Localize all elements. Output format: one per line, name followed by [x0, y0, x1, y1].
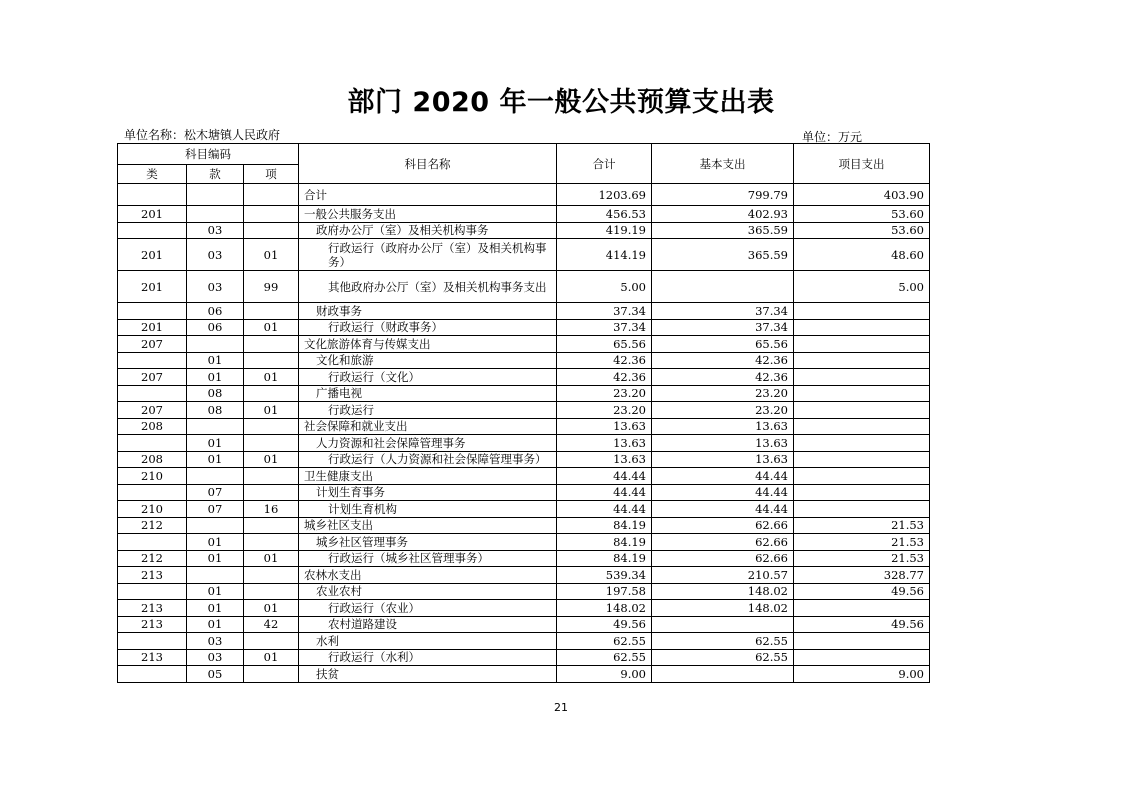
cell-kuan: 03 [187, 222, 244, 239]
cell-project [794, 649, 930, 666]
cell-xiang [244, 468, 299, 485]
cell-total: 62.55 [557, 649, 652, 666]
cell-kuan: 03 [187, 271, 244, 303]
cell-xiang [244, 184, 299, 206]
cell-total: 44.44 [557, 484, 652, 501]
cell-total: 13.63 [557, 418, 652, 435]
cell-xiang [244, 484, 299, 501]
table-row [118, 303, 930, 320]
cell-xiang: 01 [244, 402, 299, 419]
table-row [118, 239, 930, 271]
cell-xiang [244, 418, 299, 435]
cell-project: 9.00 [794, 666, 930, 683]
cell-project [794, 402, 930, 419]
table-row [118, 616, 930, 633]
cell-lei: 210 [118, 468, 187, 485]
cell-subject-name [299, 468, 557, 485]
cell-total: 44.44 [557, 501, 652, 518]
cell-basic: 62.55 [652, 649, 794, 666]
cell-total: 13.63 [557, 451, 652, 468]
cell-project [794, 385, 930, 402]
cell-lei: 213 [118, 600, 187, 617]
cell-basic: 65.56 [652, 336, 794, 353]
cell-kuan: 08 [187, 402, 244, 419]
cell-total: 42.36 [557, 352, 652, 369]
cell-project [794, 435, 930, 452]
cell-kuan: 01 [187, 600, 244, 617]
subject-name-text: 卫生健康支出 [304, 468, 373, 483]
cell-subject-name [299, 550, 557, 567]
cell-subject-name [299, 184, 557, 206]
table-row-total [118, 184, 930, 206]
cell-lei [118, 583, 187, 600]
cell-basic: 23.20 [652, 385, 794, 402]
cell-lei: 212 [118, 550, 187, 567]
unit-name-label: 单位名称：松木塘镇人民政府 [124, 128, 281, 142]
cell-project [794, 468, 930, 485]
cell-lei: 201 [118, 319, 187, 336]
cell-kuan [187, 418, 244, 435]
cell-kuan: 01 [187, 550, 244, 567]
cell-xiang [244, 517, 299, 534]
cell-lei: 207 [118, 369, 187, 386]
table-row [118, 517, 930, 534]
cell-xiang: 01 [244, 319, 299, 336]
cell-subject-name [299, 600, 557, 617]
cell-total: 9.00 [557, 666, 652, 683]
subject-name-text: 行政运行（城乡社区管理事务） [328, 551, 489, 566]
cell-kuan: 06 [187, 303, 244, 320]
cell-subject-name [299, 352, 557, 369]
budget-expenditure-table [117, 143, 930, 683]
cell-lei [118, 435, 187, 452]
cell-xiang [244, 385, 299, 402]
cell-lei [118, 352, 187, 369]
cell-total: 539.34 [557, 567, 652, 584]
cell-xiang [244, 567, 299, 584]
cell-total: 84.19 [557, 550, 652, 567]
header-subject-name: 科目名称 [299, 144, 557, 184]
cell-subject-name [299, 385, 557, 402]
cell-total: 419.19 [557, 222, 652, 239]
table-row [118, 600, 930, 617]
cell-total: 1203.69 [557, 184, 652, 206]
cell-xiang: 01 [244, 451, 299, 468]
cell-kuan: 01 [187, 534, 244, 551]
cell-basic: 44.44 [652, 501, 794, 518]
cell-subject-name [299, 583, 557, 600]
cell-xiang [244, 633, 299, 650]
table-row [118, 583, 930, 600]
header-basic: 基本支出 [652, 144, 794, 184]
cell-lei: 207 [118, 402, 187, 419]
table-row [118, 418, 930, 435]
table-row [118, 534, 930, 551]
cell-project [794, 352, 930, 369]
cell-total: 37.34 [557, 319, 652, 336]
cell-basic: 44.44 [652, 484, 794, 501]
subject-name-text: 文化和旅游 [316, 353, 374, 368]
cell-xiang: 01 [244, 369, 299, 386]
header-project: 项目支出 [794, 144, 930, 184]
table-row [118, 484, 930, 501]
cell-xiang [244, 583, 299, 600]
cell-project [794, 600, 930, 617]
cell-lei: 213 [118, 567, 187, 584]
subject-name-text: 人力资源和社会保障管理事务 [316, 435, 466, 450]
cell-xiang [244, 666, 299, 683]
cell-total: 456.53 [557, 206, 652, 223]
cell-project [794, 369, 930, 386]
subject-name-text: 社会保障和就业支出 [304, 419, 408, 434]
subject-name-text: 行政运行（人力资源和社会保障管理事务） [328, 452, 547, 467]
subject-name-text: 政府办公厅（室）及相关机构事务 [316, 223, 489, 238]
cell-subject-name [299, 319, 557, 336]
cell-lei: 207 [118, 336, 187, 353]
cell-total: 5.00 [557, 271, 652, 303]
table-row [118, 451, 930, 468]
cell-project: 21.53 [794, 550, 930, 567]
cell-lei [118, 222, 187, 239]
cell-basic: 37.34 [652, 319, 794, 336]
cell-kuan: 01 [187, 352, 244, 369]
page-number: 21 [554, 701, 568, 714]
cell-kuan: 01 [187, 435, 244, 452]
header-lei: 类 [118, 165, 187, 184]
header-xiang: 项 [244, 165, 299, 184]
cell-basic [652, 666, 794, 683]
cell-project [794, 633, 930, 650]
cell-subject-name [299, 303, 557, 320]
cell-total: 84.19 [557, 534, 652, 551]
cell-total: 23.20 [557, 385, 652, 402]
cell-basic [652, 271, 794, 303]
cell-subject-name [299, 666, 557, 683]
cell-total: 414.19 [557, 239, 652, 271]
cell-total: 65.56 [557, 336, 652, 353]
cell-basic: 13.63 [652, 418, 794, 435]
cell-kuan: 08 [187, 385, 244, 402]
cell-basic: 13.63 [652, 435, 794, 452]
page-title: 部门 2020 年一般公共预算支出表 [347, 87, 775, 118]
cell-project [794, 336, 930, 353]
cell-total: 84.19 [557, 517, 652, 534]
cell-subject-name [299, 222, 557, 239]
cell-xiang: 99 [244, 271, 299, 303]
subject-name-text: 文化旅游体育与传媒支出 [304, 336, 431, 351]
subject-name-text: 城乡社区管理事务 [316, 534, 408, 549]
table-row [118, 385, 930, 402]
cell-lei: 208 [118, 451, 187, 468]
cell-subject-name [299, 517, 557, 534]
cell-basic: 402.93 [652, 206, 794, 223]
cell-total: 42.36 [557, 369, 652, 386]
cell-subject-name [299, 451, 557, 468]
cell-kuan: 01 [187, 583, 244, 600]
table-row [118, 501, 930, 518]
cell-basic: 799.79 [652, 184, 794, 206]
cell-kuan: 01 [187, 369, 244, 386]
cell-lei [118, 385, 187, 402]
cell-total: 44.44 [557, 468, 652, 485]
cell-kuan [187, 468, 244, 485]
cell-subject-name [299, 239, 557, 271]
cell-lei: 210 [118, 501, 187, 518]
header-code-group: 科目编码 [118, 144, 299, 165]
cell-subject-name [299, 567, 557, 584]
subject-name-text: 城乡社区支出 [304, 518, 373, 533]
table-row [118, 271, 930, 303]
cell-xiang: 42 [244, 616, 299, 633]
table-row [118, 222, 930, 239]
cell-xiang: 16 [244, 501, 299, 518]
cell-lei [118, 184, 187, 206]
cell-basic: 62.66 [652, 517, 794, 534]
cell-basic: 42.36 [652, 369, 794, 386]
subject-name-text: 行政运行（文化） [328, 369, 420, 384]
cell-lei: 201 [118, 206, 187, 223]
cell-total: 13.63 [557, 435, 652, 452]
cell-kuan [187, 567, 244, 584]
cell-subject-name [299, 484, 557, 501]
cell-project [794, 451, 930, 468]
cell-xiang [244, 336, 299, 353]
cell-kuan: 06 [187, 319, 244, 336]
subject-name-text: 广播电视 [316, 386, 362, 401]
cell-xiang [244, 206, 299, 223]
cell-project: 5.00 [794, 271, 930, 303]
cell-xiang: 01 [244, 600, 299, 617]
subject-name-text: 其他政府办公厅（室）及相关机构事务支出 [328, 279, 547, 294]
cell-project: 328.77 [794, 567, 930, 584]
subject-name-text: 行政运行 [328, 402, 374, 417]
cell-lei: 201 [118, 239, 187, 271]
cell-project [794, 484, 930, 501]
cell-lei [118, 666, 187, 683]
cell-xiang: 01 [244, 649, 299, 666]
cell-subject-name [299, 616, 557, 633]
cell-subject-name [299, 649, 557, 666]
cell-lei: 201 [118, 271, 187, 303]
cell-basic: 210.57 [652, 567, 794, 584]
subject-name-text: 农村道路建设 [328, 617, 397, 632]
cell-xiang [244, 303, 299, 320]
subject-name-text: 计划生育机构 [328, 501, 397, 516]
cell-project: 21.53 [794, 517, 930, 534]
cell-total: 49.56 [557, 616, 652, 633]
cell-subject-name [299, 534, 557, 551]
cell-kuan: 01 [187, 616, 244, 633]
table-row [118, 666, 930, 683]
cell-total: 62.55 [557, 633, 652, 650]
subject-name-text: 农林水支出 [304, 567, 362, 582]
cell-kuan [187, 517, 244, 534]
cell-xiang: 01 [244, 239, 299, 271]
cell-lei [118, 534, 187, 551]
cell-basic: 365.59 [652, 222, 794, 239]
cell-basic [652, 616, 794, 633]
cell-project: 53.60 [794, 206, 930, 223]
table-row [118, 567, 930, 584]
cell-project: 403.90 [794, 184, 930, 206]
cell-subject-name [299, 271, 557, 303]
table-row [118, 633, 930, 650]
subject-name-text: 行政运行（农业） [328, 600, 420, 615]
cell-subject-name [299, 369, 557, 386]
subject-name-text: 财政事务 [316, 303, 362, 318]
table-row [118, 402, 930, 419]
cell-lei [118, 303, 187, 320]
cell-project: 49.56 [794, 616, 930, 633]
cell-xiang [244, 222, 299, 239]
cell-subject-name [299, 633, 557, 650]
table-row [118, 468, 930, 485]
cell-kuan: 07 [187, 484, 244, 501]
cell-kuan: 07 [187, 501, 244, 518]
table-row [118, 352, 930, 369]
subject-name-text: 计划生育事务 [316, 485, 385, 500]
cell-subject-name [299, 336, 557, 353]
cell-kuan: 03 [187, 239, 244, 271]
subject-name-text: 扶贫 [316, 666, 339, 681]
cell-xiang [244, 352, 299, 369]
table-row [118, 550, 930, 567]
cell-total: 197.58 [557, 583, 652, 600]
cell-xiang: 01 [244, 550, 299, 567]
currency-unit-label: 单位：万元 [802, 130, 863, 144]
cell-subject-name [299, 418, 557, 435]
cell-basic: 37.34 [652, 303, 794, 320]
table-row [118, 435, 930, 452]
cell-basic: 365.59 [652, 239, 794, 271]
cell-subject-name [299, 206, 557, 223]
cell-lei [118, 633, 187, 650]
cell-project: 53.60 [794, 222, 930, 239]
table-header-row [118, 144, 930, 165]
cell-basic: 62.55 [652, 633, 794, 650]
cell-xiang [244, 534, 299, 551]
subject-name-text: 行政运行（水利） [328, 650, 420, 665]
cell-project: 48.60 [794, 239, 930, 271]
cell-project: 21.53 [794, 534, 930, 551]
subject-name-text: 水利 [316, 633, 339, 648]
cell-project [794, 501, 930, 518]
subject-name-text: 农业农村 [316, 584, 362, 599]
table-row [118, 336, 930, 353]
cell-xiang [244, 435, 299, 452]
cell-kuan [187, 336, 244, 353]
cell-basic: 13.63 [652, 451, 794, 468]
subject-name-text: 一般公共服务支出 [304, 206, 396, 221]
cell-project [794, 418, 930, 435]
subject-name-text: 行政运行（政府办公厅（室）及相关机构事务） [328, 240, 547, 269]
table-row [118, 319, 930, 336]
cell-lei: 213 [118, 649, 187, 666]
cell-basic: 148.02 [652, 600, 794, 617]
cell-subject-name [299, 501, 557, 518]
header-kuan: 款 [187, 165, 244, 184]
cell-total: 23.20 [557, 402, 652, 419]
cell-lei [118, 484, 187, 501]
cell-basic: 42.36 [652, 352, 794, 369]
table-body [118, 184, 930, 683]
cell-project: 49.56 [794, 583, 930, 600]
cell-kuan: 03 [187, 649, 244, 666]
cell-basic: 148.02 [652, 583, 794, 600]
subject-name-text: 行政运行（财政事务） [328, 320, 443, 335]
cell-total: 148.02 [557, 600, 652, 617]
cell-project [794, 303, 930, 320]
cell-total: 37.34 [557, 303, 652, 320]
table-row [118, 369, 930, 386]
cell-kuan: 03 [187, 633, 244, 650]
cell-subject-name [299, 435, 557, 452]
table-row [118, 649, 930, 666]
cell-kuan: 05 [187, 666, 244, 683]
cell-kuan: 01 [187, 451, 244, 468]
cell-basic: 23.20 [652, 402, 794, 419]
cell-lei: 208 [118, 418, 187, 435]
cell-project [794, 319, 930, 336]
subject-name-text: 合计 [304, 187, 327, 202]
cell-kuan [187, 184, 244, 206]
cell-lei: 213 [118, 616, 187, 633]
cell-kuan [187, 206, 244, 223]
cell-subject-name [299, 402, 557, 419]
header-total: 合计 [557, 144, 652, 184]
cell-basic: 62.66 [652, 550, 794, 567]
cell-basic: 44.44 [652, 468, 794, 485]
table-row [118, 206, 930, 223]
cell-basic: 62.66 [652, 534, 794, 551]
cell-lei: 212 [118, 517, 187, 534]
